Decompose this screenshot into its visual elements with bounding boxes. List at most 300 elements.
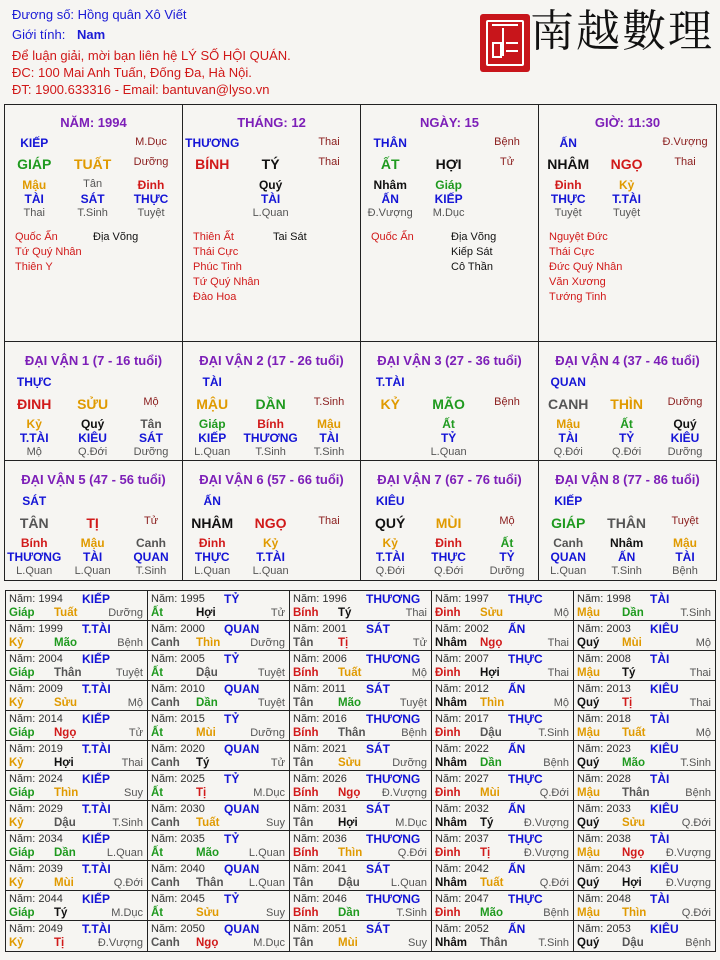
year-cell	[6, 861, 148, 891]
hidden-phase: L.Quan	[194, 446, 231, 458]
star-item: Quốc Ấn	[15, 231, 58, 243]
pillar-stars-right	[93, 230, 138, 245]
year-label: Năm: 2024	[9, 773, 63, 785]
year-god: TỶ	[224, 712, 240, 726]
year-phase: Tuyệt	[399, 697, 427, 709]
year-god: QUAN	[224, 802, 260, 816]
star-item: Tai Sát	[273, 231, 307, 243]
year-label: Năm: 2042	[435, 863, 489, 875]
year-phase: Thai	[547, 637, 569, 649]
pillar-stars-right	[273, 230, 307, 245]
year-phase: L.Quan	[106, 847, 143, 859]
year-cell	[148, 681, 290, 711]
year-phase: L.Quan	[390, 877, 427, 889]
year-branch: Hợi	[480, 667, 500, 679]
year-cell	[290, 801, 432, 831]
dai-van-title: ĐẠI VẬN 7 (67 - 76 tuổi)	[377, 472, 522, 487]
year-stem: Nhâm	[435, 637, 467, 649]
year-phase: T.Sinh	[538, 937, 569, 949]
pillar-value: KIẾP	[434, 192, 463, 206]
year-phase: L.Quan	[248, 847, 285, 859]
dai-van-grid	[4, 341, 717, 581]
year-cell	[574, 621, 715, 651]
hidden-stem: Mậu	[673, 536, 698, 550]
year-phase: Thai	[689, 697, 711, 709]
year-cell	[432, 891, 574, 921]
year-label: Năm: 2029	[9, 803, 63, 815]
pillar-title: GIỜ: 11:30	[594, 115, 661, 130]
year-label: Năm: 2018	[577, 713, 631, 725]
year-cell	[148, 891, 290, 921]
year-god: ẤN	[508, 622, 526, 636]
pillar-row	[361, 136, 538, 152]
year-cell	[148, 771, 290, 801]
year-god: T.TÀI	[82, 742, 111, 756]
year-god: KIẾP	[82, 652, 111, 666]
pillar-value: ẤN	[381, 192, 399, 206]
year-god: T.TÀI	[82, 682, 111, 696]
year-stem: Tân	[293, 937, 314, 949]
year-phase: Bệnh	[685, 787, 711, 799]
dai-van-phase: T.Sinh	[313, 396, 345, 408]
year-stem: Ất	[151, 667, 164, 679]
header	[0, 0, 720, 105]
year-cell	[6, 831, 148, 861]
year-god: THƯƠNG	[366, 892, 421, 906]
dai-van-2	[183, 342, 361, 461]
year-phase: Q.Đới	[539, 787, 569, 799]
year-god: SÁT	[366, 742, 390, 756]
year-cell	[432, 621, 574, 651]
dai-van-phases-row	[539, 565, 716, 581]
year-god: T.TÀI	[82, 802, 111, 816]
year-god: T.TÀI	[82, 622, 111, 636]
pillar-row	[361, 207, 538, 223]
pillar-value: NGỌ	[610, 156, 643, 172]
year-branch: Thìn	[622, 907, 647, 919]
year-branch: Dần	[480, 757, 502, 769]
dai-van-title: ĐẠI VẬN 4 (37 - 46 tuổi)	[555, 353, 700, 368]
year-phase: Đ.Vượng	[523, 817, 569, 829]
pillar-stars-left	[549, 230, 622, 305]
year-stem: Kỷ	[9, 637, 24, 649]
dai-van-branch: MÃO	[432, 396, 465, 412]
pillar-value: GIÁP	[17, 156, 52, 172]
dai-van-pillar-row	[539, 515, 716, 531]
pillar-value: KIẾP	[20, 136, 49, 150]
year-phase: Tuyệt	[257, 667, 285, 679]
year-cell	[290, 921, 432, 951]
hidden-stem: Canh	[553, 536, 584, 550]
year-stem: Tân	[293, 877, 314, 889]
hidden-phase: L.Quan	[16, 565, 53, 577]
annual-years-grid	[5, 590, 716, 952]
year-cell	[6, 891, 148, 921]
year-cell	[432, 651, 574, 681]
year-god: T.TÀI	[82, 922, 111, 936]
year-branch: Tý	[622, 667, 636, 679]
year-god: THƯƠNG	[366, 592, 421, 606]
year-branch: Mão	[338, 697, 361, 709]
year-label: Năm: 2016	[293, 713, 347, 725]
year-god: THƯƠNG	[366, 712, 421, 726]
pillar-value: THÂN	[373, 136, 407, 150]
year-phase: T.Sinh	[680, 607, 711, 619]
dai-van-top-god: THỰC	[16, 375, 52, 389]
hidden-phase: Dưỡng	[133, 446, 169, 458]
year-stem: Đinh	[435, 727, 461, 739]
dai-van-phases-row	[361, 446, 538, 462]
year-branch: Dần	[338, 907, 360, 919]
year-stem: Đinh	[435, 847, 461, 859]
brand-logo: 南越數理	[530, 6, 714, 57]
year-branch: Tị	[54, 937, 65, 949]
pillar-value: THƯƠNG	[185, 136, 240, 150]
year-stem: Kỷ	[9, 697, 24, 709]
year-branch: Mùi	[54, 877, 74, 889]
year-phase: Suy	[124, 787, 143, 799]
dai-van-phase: Dưỡng	[667, 396, 703, 408]
pillar-value: M.Dục	[135, 136, 167, 148]
year-phase: L.Quan	[248, 877, 285, 889]
year-stem: Nhâm	[435, 817, 467, 829]
hidden-god: T.TÀI	[256, 550, 285, 564]
gender-value: Nam	[76, 27, 106, 42]
pillar-value: Đinh	[137, 178, 165, 192]
dai-van-gods-row	[183, 550, 360, 566]
year-label: Năm: 2020	[151, 743, 205, 755]
year-branch: Mùi	[338, 937, 358, 949]
year-cell	[574, 921, 715, 951]
year-label: Năm: 2049	[9, 923, 63, 935]
pillar-row	[183, 136, 360, 152]
year-stem: Quý	[577, 757, 600, 769]
year-stem: Mậu	[577, 607, 600, 619]
year-stem: Giáp	[9, 787, 35, 799]
pillar-value: Kỷ	[618, 178, 635, 192]
dai-van-stem: MẬU	[196, 396, 229, 412]
pillar-row	[5, 136, 182, 152]
year-branch: Dần	[196, 697, 218, 709]
pillar-value: Thai	[674, 156, 696, 168]
year-god: KIẾP	[82, 832, 111, 846]
hidden-god: SÁT	[139, 431, 164, 445]
year-god: TÀI	[650, 892, 670, 906]
year-branch: Dậu	[622, 937, 644, 949]
year-god: KIẾP	[82, 772, 111, 786]
year-branch: Sửu	[338, 757, 362, 769]
year-stem: Bính	[293, 847, 319, 859]
year-god: TỶ	[224, 592, 240, 606]
year-branch: Ngọ	[622, 847, 645, 859]
hidden-phase: T.Sinh	[313, 446, 345, 458]
dai-van-top-god: KIẾP	[554, 494, 583, 508]
pillar-stars-left	[193, 230, 260, 305]
dai-van-god-row	[5, 375, 182, 391]
year-branch: Hợi	[622, 877, 642, 889]
year-god: KIẾP	[82, 892, 111, 906]
star-item: Phúc Tinh	[193, 261, 242, 273]
dai-van-6	[183, 461, 361, 580]
year-cell	[574, 801, 715, 831]
year-label: Năm: 2010	[151, 683, 205, 695]
year-cell	[148, 801, 290, 831]
year-branch: Mão	[54, 637, 77, 649]
pillar-1	[5, 105, 183, 341]
year-label: Năm: 2037	[435, 833, 489, 845]
pillar-value: M.Dục	[432, 207, 465, 219]
year-cell	[290, 831, 432, 861]
year-stem: Canh	[151, 637, 180, 649]
year-cell	[6, 621, 148, 651]
year-cell	[6, 741, 148, 771]
year-branch: Tý	[480, 817, 494, 829]
year-label: Năm: 2036	[293, 833, 347, 845]
year-cell	[148, 711, 290, 741]
year-label: Năm: 2005	[151, 653, 205, 665]
year-god: ẤN	[508, 862, 526, 876]
year-cell	[290, 741, 432, 771]
pillar-value: Nhâm	[373, 178, 407, 192]
pillar-value: Tuyệt	[554, 207, 582, 219]
year-cell	[290, 651, 432, 681]
year-god: SÁT	[366, 922, 390, 936]
hidden-phase: T.Sinh	[255, 446, 286, 458]
year-branch: Hợi	[196, 607, 216, 619]
year-phase: Đ.Vượng	[523, 847, 569, 859]
dai-van-pillar-row	[183, 515, 360, 531]
dai-van-gods-row	[5, 550, 182, 566]
year-label: Năm: 2026	[293, 773, 347, 785]
dai-van-phases-row	[5, 565, 182, 581]
dai-van-title: ĐẠI VẬN 1 (7 - 16 tuổi)	[24, 353, 163, 368]
year-label: Năm: 2007	[435, 653, 489, 665]
year-god: TỶ	[224, 772, 240, 786]
pillar-value: Đ.Vượng	[367, 207, 413, 219]
year-cell	[432, 921, 574, 951]
year-stem: Quý	[577, 937, 600, 949]
star-item: Đào Hoa	[193, 291, 237, 303]
hidden-phase: L.Quan	[194, 565, 231, 577]
year-god: QUAN	[224, 922, 260, 936]
year-god: SÁT	[366, 682, 390, 696]
dai-van-god-row	[539, 375, 716, 391]
year-branch: Tị	[338, 637, 349, 649]
four-pillars-grid	[4, 104, 717, 342]
year-cell	[148, 621, 290, 651]
year-label: Năm: 2004	[9, 653, 63, 665]
year-cell	[290, 771, 432, 801]
dai-van-phases-row	[5, 446, 182, 462]
year-label: Năm: 2044	[9, 893, 63, 905]
year-god: TỶ	[224, 652, 240, 666]
dai-van-top-god: TÀI	[202, 375, 222, 389]
year-phase: Đ.Vượng	[97, 937, 143, 949]
owner-name: Đương số: Hồng quân Xô Viết	[12, 7, 187, 22]
year-label: Năm: 2023	[577, 743, 631, 755]
year-stem: Nhâm	[435, 937, 467, 949]
pillar-2	[183, 105, 361, 341]
year-branch: Sửu	[622, 817, 646, 829]
year-branch: Ngọ	[54, 727, 77, 739]
year-stem: Ất	[151, 907, 164, 919]
year-branch: Dậu	[338, 877, 360, 889]
star-item: Đức Quý Nhân	[549, 261, 623, 273]
year-phase: Suy	[266, 907, 285, 919]
year-phase: Tử	[412, 637, 427, 649]
year-label: Năm: 2033	[577, 803, 631, 815]
year-label: Năm: 1996	[293, 593, 347, 605]
star-item: Quốc Ấn	[371, 231, 414, 243]
dai-van-branch: SỬU	[77, 396, 109, 412]
hidden-god: KIẾP	[198, 431, 227, 445]
hidden-god: THỰC	[194, 550, 230, 564]
year-cell	[148, 861, 290, 891]
dai-van-phases-row	[361, 565, 538, 581]
year-phase: T.Sinh	[538, 727, 569, 739]
year-phase: M.Dục	[111, 907, 143, 919]
dai-van-top-god: QUAN	[550, 375, 586, 389]
year-cell	[290, 621, 432, 651]
pillar-value: ẤT	[380, 156, 400, 172]
year-stem: Kỷ	[9, 877, 24, 889]
hidden-phase: Q.Đới	[434, 565, 464, 577]
year-phase: Dưỡng	[108, 607, 143, 619]
year-god: TÀI	[650, 832, 670, 846]
dai-van-gods-row	[183, 431, 360, 447]
year-branch: Mùi	[622, 637, 642, 649]
year-god: QUAN	[224, 742, 260, 756]
year-god: THỰC	[508, 772, 543, 786]
year-cell	[432, 591, 574, 621]
star-item: Tứ Quý Nhân	[193, 276, 260, 288]
year-stem: Quý	[577, 637, 600, 649]
star-item: Cô Thần	[451, 261, 493, 273]
year-stem: Mậu	[577, 667, 600, 679]
dai-van-pillar-row	[5, 396, 182, 412]
year-god: THƯƠNG	[366, 652, 421, 666]
pillar-value: THỰC	[133, 192, 169, 206]
year-branch: Tuất	[196, 817, 220, 829]
hidden-stem: Quý	[673, 417, 697, 431]
year-cell	[6, 681, 148, 711]
year-god: SÁT	[366, 622, 390, 636]
year-branch: Sửu	[480, 607, 504, 619]
star-item: Kiếp Sát	[451, 246, 493, 258]
dai-van-gods-row	[361, 431, 538, 447]
year-stem: Canh	[151, 877, 180, 889]
year-cell	[6, 651, 148, 681]
dai-van-title: ĐẠI VẬN 5 (47 - 56 tuổi)	[21, 472, 166, 487]
dai-van-8	[539, 461, 716, 580]
pillar-value: Giáp	[435, 178, 462, 192]
hidden-phase: Q.Đới	[78, 446, 108, 458]
year-cell	[6, 591, 148, 621]
year-god: TỶ	[224, 892, 240, 906]
pillar-value: BÍNH	[195, 156, 230, 172]
dai-van-title: ĐẠI VẬN 6 (57 - 66 tuổi)	[199, 472, 344, 487]
gender-label: Giới tính:	[12, 27, 66, 42]
star-item: Địa Võng	[93, 231, 139, 243]
hidden-phase: Q.Đới	[375, 565, 405, 577]
dai-van-branch: NGỌ	[254, 515, 287, 531]
hidden-god: QUAN	[550, 550, 586, 564]
pillar-value: TÀI	[24, 192, 44, 206]
pillar-value: Đ.Vượng	[662, 136, 708, 148]
hidden-god: ẤN	[617, 550, 636, 564]
hidden-god: T.TÀI	[375, 550, 405, 564]
year-stem: Giáp	[9, 847, 35, 859]
year-label: Năm: 2003	[577, 623, 631, 635]
year-label: Năm: 2046	[293, 893, 347, 905]
dai-van-title: ĐẠI VẬN 2 (17 - 26 tuổi)	[199, 353, 344, 368]
year-god: KIÊU	[650, 922, 679, 936]
year-cell	[148, 831, 290, 861]
year-branch: Hợi	[54, 757, 74, 769]
year-phase: Bệnh	[685, 937, 711, 949]
year-branch: Tị	[622, 697, 633, 709]
year-stem: Đinh	[435, 787, 461, 799]
hidden-god: THƯƠNG	[7, 550, 62, 564]
year-phase: Mộ	[411, 667, 427, 679]
year-stem: Bính	[293, 787, 319, 799]
year-branch: Dậu	[54, 817, 76, 829]
year-stem: Nhâm	[435, 697, 467, 709]
year-stem: Đinh	[435, 907, 461, 919]
dai-van-pillar-row	[361, 396, 538, 412]
dai-van-pillar-row	[183, 396, 360, 412]
pillar-value: Tuyệt	[613, 207, 641, 219]
year-cell	[574, 741, 715, 771]
hidden-stem: Nhâm	[609, 536, 644, 550]
pillar-value: Dưỡng	[133, 156, 169, 168]
hidden-god: KIÊU	[78, 431, 107, 445]
year-label: Năm: 1995	[151, 593, 205, 605]
year-stem: Kỷ	[9, 817, 24, 829]
pillar-row	[183, 156, 360, 172]
year-god: KIÊU	[650, 742, 679, 756]
year-branch: Tý	[196, 757, 210, 769]
year-god: TÀI	[650, 772, 670, 786]
year-stem: Ất	[151, 607, 164, 619]
hidden-stem: Mậu	[556, 417, 581, 431]
year-phase: M.Dục	[253, 787, 285, 799]
dai-van-stem: CANH	[547, 396, 589, 412]
year-cell	[574, 591, 715, 621]
hidden-phase: L.Quan	[74, 565, 111, 577]
year-god: THỰC	[508, 892, 543, 906]
dai-van-stem: GIÁP	[551, 515, 586, 531]
hidden-stem: Giáp	[198, 417, 226, 431]
year-cell	[290, 591, 432, 621]
year-cell	[574, 861, 715, 891]
year-stem: Quý	[577, 697, 600, 709]
year-god: ẤN	[508, 682, 526, 696]
year-god: THƯƠNG	[366, 832, 421, 846]
hidden-phase: Mộ	[26, 446, 42, 458]
hidden-stem: Bính	[20, 536, 48, 550]
year-phase: Suy	[266, 817, 285, 829]
dai-van-phases-row	[183, 565, 360, 581]
star-item: Văn Xương	[549, 276, 606, 288]
year-label: Năm: 2043	[577, 863, 631, 875]
dai-van-title: ĐẠI VẬN 8 (77 - 86 tuổi)	[555, 472, 700, 487]
year-phase: Tử	[270, 607, 285, 619]
year-god: THỰC	[508, 832, 543, 846]
year-label: Năm: 2031	[293, 803, 347, 815]
year-phase: Bệnh	[401, 727, 427, 739]
year-stem: Canh	[151, 757, 180, 769]
